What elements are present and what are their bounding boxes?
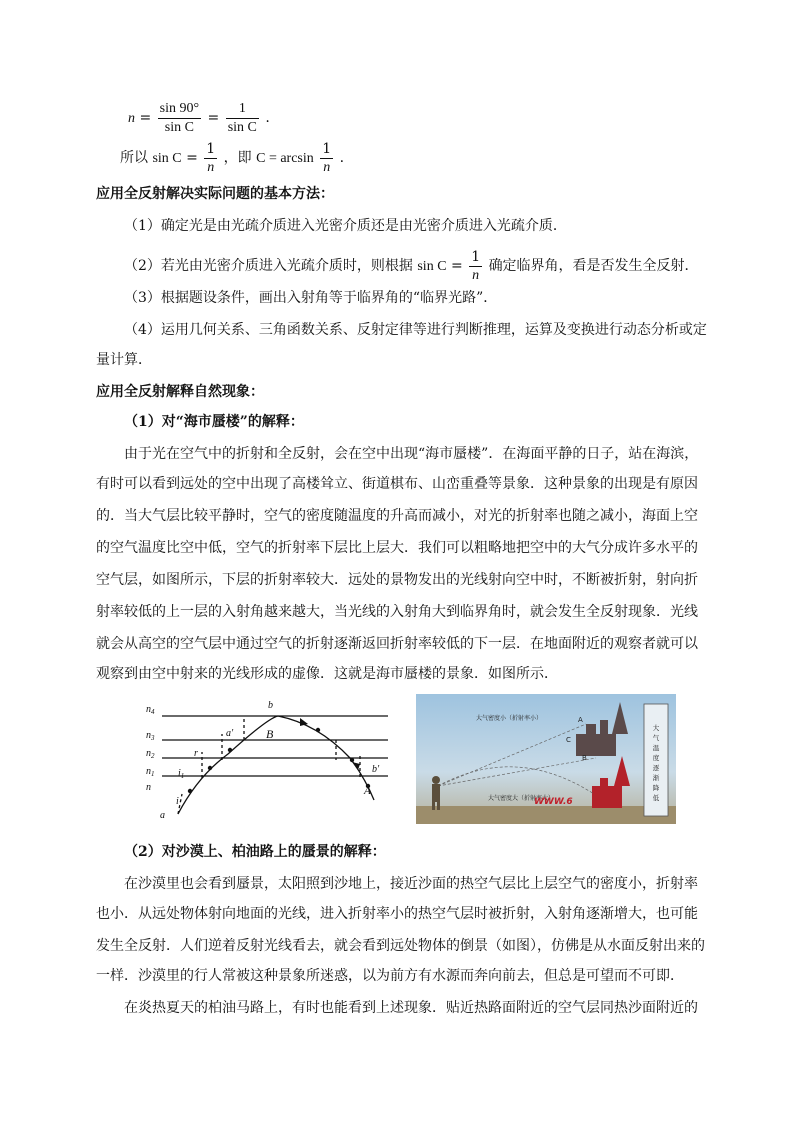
- label-n4: $n_4$: [146, 704, 155, 716]
- para1-line-4: 的空气温度比空中低，空气的折射率下层比上层大．我们可以粗略地把空中的大气分成许多水平的: [96, 540, 698, 556]
- step-1: （1）确定光是由光疏介质进入光密介质还是由光密介质进入光疏介质．: [124, 218, 567, 234]
- point-A: A: [578, 716, 583, 724]
- fraction-numerator: sin 90°: [158, 100, 201, 119]
- refraction-layers-diagram: [140, 696, 396, 820]
- refraction-diagram-svg: [140, 696, 396, 820]
- fraction-numerator: 1: [322, 140, 332, 157]
- ray-point: [316, 728, 320, 732]
- para2-line-4: 一样．沙漠里的行人常被这种景象所迷惑，以为前方有水源而奔向前去，但总是可望而不可即．: [96, 968, 684, 984]
- fraction-sin90-over-sinc: [158, 100, 201, 137]
- fraction-denominator: n: [323, 159, 331, 175]
- formula-refractive-index: [128, 98, 270, 139]
- label-r: r: [194, 748, 198, 759]
- label-i: i: [176, 796, 179, 807]
- step-2-fraction: [469, 248, 482, 285]
- mirage-illustration: [416, 694, 676, 824]
- mirage-illustration-svg: [416, 694, 676, 824]
- label-top: 大气密度小（折射率小）: [476, 715, 543, 722]
- heading-natural-phenomena: 应用全反射解释自然现象：: [96, 384, 264, 400]
- formula-eq: =: [207, 110, 220, 126]
- para1-line-8: 观察到由空中射来的光线形成的虚像．这就是海市蜃楼的景象．如图所示．: [96, 666, 558, 682]
- label-bottom: 大气密度大（折射率大）: [488, 795, 555, 802]
- label-B: B: [266, 727, 274, 741]
- label-b: b: [268, 700, 273, 711]
- ray-point: [188, 789, 192, 793]
- label-n3: $n_3$: [146, 730, 155, 742]
- para1-line-7: 就会从高空的空气层中通过空气的折射逐渐返回折射率较低的下一层．在地面附近的观察者就可以: [96, 636, 698, 652]
- fraction-one-over-sinc: [226, 100, 259, 137]
- svg-text:降: 降: [652, 784, 660, 792]
- point-C: C: [566, 736, 571, 744]
- fraction-denominator: n: [207, 159, 215, 175]
- svg-text:大: 大: [652, 724, 660, 732]
- arrow-head: [300, 718, 308, 726]
- watermark: WWW.6: [534, 797, 573, 807]
- formula-end: .: [265, 110, 270, 126]
- para1-line-5: 空气层，如图所示，下层的折射率较大．远处的景物发出的光线射向空中时，不断被折射，射向折: [96, 572, 698, 588]
- para1-line-6: 射率较低的上一层的入射角越来越大，当光线的入射角大到临界角时，就会发生全反射现象．光线: [96, 604, 698, 620]
- para3-line-1: 在炎热夏天的柏油马路上，有时也能看到上述现象．贴近热路面附近的空气层同热沙面附近的: [124, 1000, 698, 1016]
- ray-point: [228, 748, 232, 752]
- para1-line-3: 的．当大气层比较平静时，空气的密度随温度的升高而减小，对光的折射率也随之减小，海面上空: [96, 508, 698, 524]
- para2-line-3: 发生全反射．人们逆着反射光线看去，就会看到远处物体的倒景（如图），仿佛是从水面反射出来的: [96, 938, 705, 954]
- step-3: （3）根据题设条件，画出入射角等于临界角的“临界光路”．: [124, 290, 498, 306]
- heading-basic-method: 应用全反射解决实际问题的基本方法：: [96, 186, 334, 202]
- para1-line-1: 由于光在空气中的折射和全反射，会在空中出现“海市蜃楼”．在海面平静的日子，站在海滨，: [124, 446, 699, 462]
- formula-prefix: 所以: [120, 150, 148, 166]
- fraction-numerator: 1: [206, 140, 216, 157]
- fraction-one-over-n-2: [320, 140, 333, 177]
- ray-point: [350, 758, 354, 762]
- label-n1: $n_1$: [146, 766, 155, 778]
- formula-sinc: sin C: [152, 151, 182, 166]
- para2-line-1: 在沙漠里也会看到蜃景，太阳照到沙地上，接近沙面的热空气层比上层空气的密度小，折射率: [124, 876, 698, 892]
- formula-critical-angle: [120, 138, 344, 179]
- fraction-numerator: 1: [471, 248, 481, 265]
- ground: [416, 806, 676, 824]
- svg-text:低: 低: [652, 794, 660, 802]
- light-ray-path: [178, 716, 374, 814]
- fraction-denominator: n: [472, 267, 480, 283]
- formula-end: .: [339, 150, 345, 166]
- step-2-text-b: 确定临界角，看是否发生全反射．: [488, 258, 699, 274]
- fraction-numerator: 1: [226, 100, 259, 119]
- step-2-eq: =: [451, 258, 463, 274]
- fraction-one-over-n: [204, 140, 217, 177]
- step-2-sinc: sin C: [417, 259, 447, 274]
- arrow-head: [352, 762, 360, 770]
- svg-text:度: 度: [652, 754, 660, 762]
- para2-line-2: 也小．从远处物体射向地面的光线，进入折射率小的热空气层时被折射，入射角逐渐增大，也可能: [96, 906, 698, 922]
- subheading-desert-mirage: （2）对沙漠上、柏油路上的蜃景的解释：: [124, 844, 386, 860]
- label-n2: $n_2$: [146, 748, 155, 760]
- label-i1: $i_1$: [178, 768, 185, 780]
- formula-eq: =: [139, 110, 152, 126]
- step-2: [124, 246, 699, 287]
- formula-mid: ，即: [223, 150, 252, 166]
- subheading-mirage: （1）对“海市蜃楼”的解释：: [124, 414, 304, 430]
- label-n: n: [146, 782, 151, 793]
- svg-text:逐: 逐: [652, 764, 660, 772]
- label-a-prime: a′: [226, 728, 234, 739]
- svg-text:温: 温: [652, 744, 660, 752]
- step-4-line-2: 量计算．: [96, 352, 152, 368]
- formula-c-arcsin: C = arcsin: [256, 151, 314, 166]
- formula-eq: =: [186, 150, 198, 166]
- label-b-prime: b′: [372, 764, 380, 775]
- formula-lhs: n: [128, 111, 135, 126]
- fraction-denominator: sin C: [227, 119, 257, 135]
- point-B: B: [582, 754, 587, 762]
- label-a: a: [160, 810, 165, 820]
- step-4-line-1: （4）运用几何关系、三角函数关系、反射定律等进行判断推理，运算及变换进行动态分析或定: [124, 322, 707, 338]
- label-A: A: [364, 785, 371, 797]
- para1-line-2: 有时可以看到远处的空中出现了高楼耸立、街道棋布、山峦重叠等景象．这种景象的出现是有原因: [96, 476, 698, 492]
- step-2-text-a: （2）若光由光密介质进入光疏介质时，则根据: [124, 258, 413, 274]
- ray-point: [208, 766, 212, 770]
- fraction-denominator: sin C: [164, 119, 194, 135]
- svg-text:气: 气: [652, 734, 660, 742]
- svg-text:渐: 渐: [652, 774, 660, 782]
